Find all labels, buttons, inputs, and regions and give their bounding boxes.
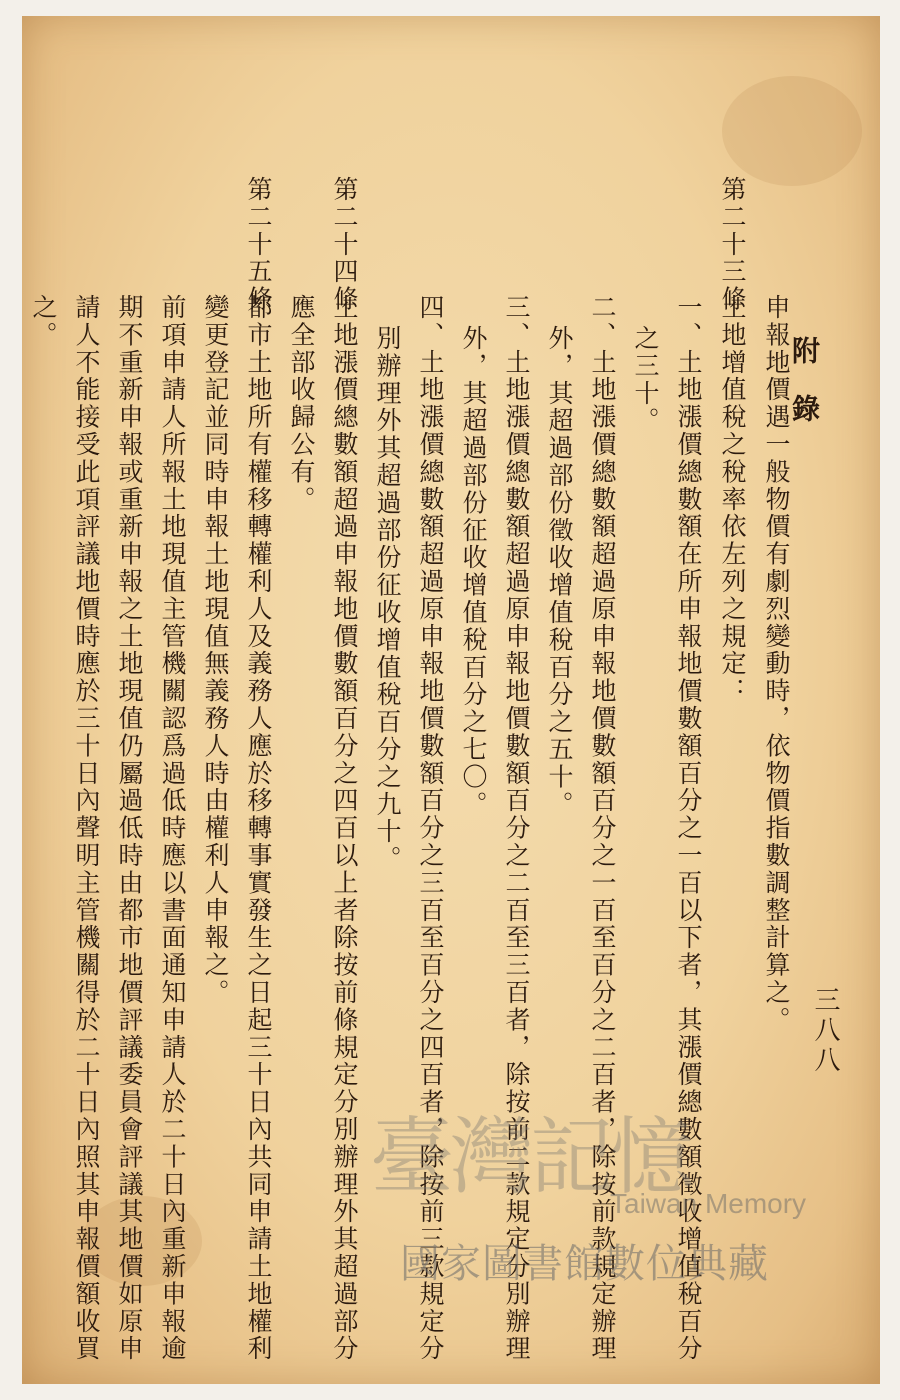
text-column-17: 請人不能接受此項評議地價時應於三十日內聲明主管機關得於二十日內照其申報價額收買: [72, 294, 101, 1363]
text-column-10: 別辦理外其超過部份征收增值稅百分之九十。: [373, 325, 402, 873]
text-column-5: 二、土地漲價總數額超過原申報地價數額百分之一百至百分之二百者，除按前款規定辦理: [588, 294, 617, 1363]
article-25-label: 第二十五條: [244, 176, 273, 313]
text-column-18: 之。: [29, 294, 58, 349]
text-column-4: 之三十。: [631, 325, 660, 435]
text-column-11: 土地漲價總數額超過申報地價數額百分之四百以上者除按前條規定分別辦理外其超過部分: [330, 294, 359, 1363]
watermark-subtitle: 國家圖書館數位典藏: [400, 1241, 769, 1287]
page-header-title: 附錄: [788, 336, 821, 452]
text-column-14: 變更登記並同時申報土地現值無義務人時由權利人申報之。: [201, 294, 230, 1007]
text-column-16: 期不重新申報或重新申報之土地現值仍屬過低時由都市地價評議委員會評議其地價如原申: [115, 294, 144, 1363]
text-column-3: 一、土地漲價總數額在所申報地價數額百分之一百以下者，其漲價總數額徵收增值稅百分: [674, 294, 703, 1363]
text-column-9: 四、土地漲價總數額超過原申報地價數額百分之三百至百分之四百者，除按前三款規定分: [416, 294, 445, 1363]
watermark-english: Taiwan Memory: [610, 1188, 807, 1219]
paper-stain: [722, 76, 862, 186]
article-24-label: 第二十四條: [330, 176, 359, 313]
text-column-6: 外，其超過部份徵收增值稅百分之五十。: [545, 325, 574, 819]
text-column-15: 前項申請人所報土地現值主管機關認爲過低時應以書面通知申請人於二十日內重新申報逾: [158, 294, 187, 1363]
watermark-logo: 臺灣記憶: [370, 1108, 691, 1206]
text-column-7: 三、土地漲價總數額超過原申報地價數額百分之二百至三百者，除按前二款規定分別辦理: [502, 294, 531, 1363]
text-column-12: 應全部收歸公有。: [287, 294, 316, 514]
text-column-1: 申報地價遇一般物價有劇烈變動時，依物價指數調整計算之。: [762, 294, 791, 1034]
text-column-8: 外，其超過部份征收增值稅百分之七〇。: [459, 325, 488, 819]
article-23-label: 第二十三條: [718, 176, 747, 313]
text-column-13: 都市土地所有權移轉權利人及義務人應於移轉事實發生之日起三十日內共同申請土地權利: [244, 294, 273, 1363]
text-column-2: 土地增值稅之稅率依左列之規定：: [718, 294, 747, 705]
page-number: 三八八: [810, 986, 840, 1076]
